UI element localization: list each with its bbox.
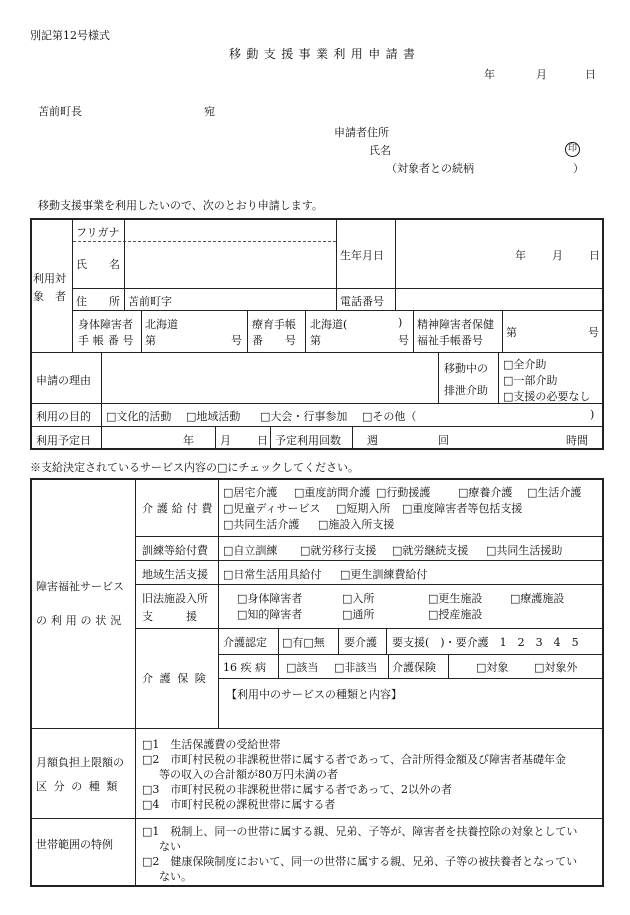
date-day: 日 bbox=[585, 68, 596, 81]
household-option-2[interactable]: □2 健康保険制度において、同一の世帯に属する親、兄弟、子等の被扶養者となってい bbox=[142, 855, 578, 868]
schedule-count-label: 予定利用回数 bbox=[275, 434, 341, 447]
services-label-2: の利用の状況 bbox=[36, 614, 126, 627]
physical-pref: 北海道 bbox=[145, 318, 178, 331]
schedule-year: 年 bbox=[183, 434, 194, 447]
name-label: 氏 名 bbox=[76, 258, 120, 271]
nintei-checkbox[interactable]: □有□無 bbox=[282, 636, 325, 649]
ryoiku-no: 第 bbox=[310, 334, 321, 347]
mental-no: 第 bbox=[506, 326, 517, 339]
hoken-label: 介護保険 bbox=[392, 661, 436, 674]
purpose-community-checkbox[interactable]: □地域活動 bbox=[186, 410, 241, 423]
svc-shuro-keizoku-checkbox[interactable]: □就労継続支援 bbox=[392, 544, 469, 557]
purpose-other-checkbox[interactable]: □その他（ bbox=[362, 410, 417, 423]
kyuho-tsusho-checkbox[interactable]: □通所 bbox=[342, 608, 375, 621]
physical-handbook-label-2: 手帳番号 bbox=[78, 334, 138, 347]
schedule-day: 日 bbox=[257, 434, 268, 447]
svc-shisetsu-nyusho-checkbox[interactable]: □施設入所支援 bbox=[318, 518, 395, 531]
ryoiku-pref: 北海道( bbox=[310, 318, 348, 331]
svc-juudo-houkatsu-checkbox[interactable]: □重度障害者等包括支援 bbox=[402, 502, 523, 515]
chiiki-label: 地域生活支援 bbox=[142, 568, 208, 581]
purpose-label: 利用の目的 bbox=[36, 410, 91, 423]
excretion-partial-checkbox[interactable]: □一部介助 bbox=[503, 374, 558, 387]
birth-month: 月 bbox=[552, 249, 563, 262]
household-option-2-cont: ない。 bbox=[159, 870, 192, 883]
furigana-label: フリガナ bbox=[76, 226, 120, 239]
applicant-name-label: 氏名 bbox=[369, 144, 391, 157]
burden-option-2-cont: 等の収入の合計額が80万円未満の者 bbox=[159, 768, 338, 781]
ryoiku-label-1: 療育手帳 bbox=[252, 318, 296, 331]
check-note: ※支給決定されているサービス内容の□にチェックしてください。 bbox=[30, 461, 360, 474]
schedule-times: 回 bbox=[438, 434, 449, 447]
birth-date-label: 生年月日 bbox=[340, 249, 384, 262]
addressee-honorific: 宛 bbox=[204, 105, 215, 118]
svc-ryouyou-checkbox[interactable]: □療養介護 bbox=[458, 486, 513, 499]
phone-label: 電話番号 bbox=[340, 295, 384, 308]
svc-juudo-houmon-checkbox[interactable]: □重度訪問介護 bbox=[294, 486, 371, 499]
birth-day: 日 bbox=[589, 249, 600, 262]
kyuho-label-1: 旧法施設入所 bbox=[142, 592, 208, 605]
services-label-1: 障害福祉サービス bbox=[36, 580, 124, 593]
burden-label-1: 月額負担上限額の bbox=[36, 756, 124, 769]
burden-option-3[interactable]: □3 市町村民税の非課税世帯に属する者であって、2以外の者 bbox=[142, 783, 453, 796]
address-label: 住 所 bbox=[76, 295, 120, 308]
yoshien-levels[interactable]: 要支援( )・要介護 1 2 3 4 5 bbox=[392, 636, 579, 649]
kunren-label: 訓練等給付費 bbox=[142, 544, 208, 557]
ryoiku-pref-close: ) bbox=[398, 316, 403, 329]
addressee-town: 苫前町長 bbox=[38, 105, 82, 118]
form-title: 移動支援事業利用申請書 bbox=[229, 47, 421, 61]
kaigo-hoken-label: 介護保険 bbox=[142, 672, 213, 685]
address-value: 苫前町字 bbox=[128, 295, 172, 308]
household-option-1[interactable]: □1 税制上、同一の世帯に属する親、兄弟、子等が、障害者を扶養控除の対象としてい bbox=[142, 825, 578, 838]
svc-kousei-kunren-checkbox[interactable]: □更生訓練費給付 bbox=[340, 568, 428, 581]
applicant-address-label: 申請者住所 bbox=[334, 126, 389, 139]
burden-option-4[interactable]: □4 市町村民税の課税世帯に属する者 bbox=[142, 798, 336, 811]
birth-year: 年 bbox=[515, 249, 526, 262]
ryoiku-go: 号 bbox=[398, 334, 409, 347]
household-label: 世帯範囲の特例 bbox=[36, 838, 113, 851]
service-detail-label: 【利用中のサービスの種類と内容】 bbox=[226, 688, 402, 701]
mental-go: 号 bbox=[588, 326, 599, 339]
svc-kyotaku-checkbox[interactable]: □居宅介護 bbox=[223, 486, 278, 499]
relation-close: ） bbox=[573, 162, 584, 175]
nintei-label: 介護認定 bbox=[223, 636, 267, 649]
shippei-label: 16 疾 病 bbox=[223, 661, 266, 674]
svc-nichijo-yougu-checkbox[interactable]: □日常生活用具給付 bbox=[223, 568, 322, 581]
physical-handbook-label-1: 身体障害者 bbox=[78, 318, 133, 331]
mental-handbook-label-1: 精神障害者保健 bbox=[417, 318, 494, 331]
svc-jiritsu-checkbox[interactable]: □自立訓練 bbox=[223, 544, 278, 557]
kaigo-kyufu-label: 介護給付費 bbox=[142, 502, 217, 515]
intro-text: 移動支援事業を利用したいので、次のとおり申請します。 bbox=[38, 199, 323, 212]
purpose-culture-checkbox[interactable]: □文化的活動 bbox=[106, 410, 172, 423]
purpose-event-checkbox[interactable]: □大会・行事参加 bbox=[260, 410, 348, 423]
ryoiku-label-2: 番 号 bbox=[252, 334, 296, 347]
mental-handbook-label-2: 福祉手帳番号 bbox=[417, 334, 483, 347]
hoken-taishou-checkbox[interactable]: □対象 bbox=[476, 661, 509, 674]
burden-label-2: 区分の種類 bbox=[36, 780, 124, 793]
relation-label: （対象者との続柄 bbox=[386, 162, 474, 175]
svc-shuro-ikou-checkbox[interactable]: □就労移行支援 bbox=[300, 544, 377, 557]
kyuho-kousei-shisetsu-checkbox[interactable]: □更生施設 bbox=[428, 592, 483, 605]
user-section-label-2: 象 者 bbox=[33, 290, 66, 303]
excretion-none-checkbox[interactable]: □支援の必要なし bbox=[503, 390, 591, 403]
reason-label: 申請の理由 bbox=[36, 374, 91, 387]
burden-option-1[interactable]: □1 生活保護費の受給世帯 bbox=[142, 738, 281, 751]
kyuho-shintai-checkbox[interactable]: □身体障害者 bbox=[237, 592, 303, 605]
burden-option-2[interactable]: □2 市町村民税の非課税世帯に属する者であって、合計所得金額及び障害者基礎年金 bbox=[142, 753, 567, 766]
schedule-month: 月 bbox=[220, 434, 231, 447]
excretion-label-1: 移動中の bbox=[444, 362, 488, 375]
svc-kyoudou-enjo-checkbox[interactable]: □共同生活援助 bbox=[486, 544, 563, 557]
purpose-other-close: ) bbox=[590, 408, 595, 421]
svc-tanki-checkbox[interactable]: □短期入所 bbox=[336, 502, 391, 515]
kyuho-ryougo-shisetsu-checkbox[interactable]: □療護施設 bbox=[510, 592, 565, 605]
date-month: 月 bbox=[536, 68, 547, 81]
yokaigo-label: 要介護 bbox=[344, 636, 377, 649]
schedule-label: 利用予定日 bbox=[36, 434, 91, 447]
physical-go: 号 bbox=[231, 334, 242, 347]
form-number: 別記第12号様式 bbox=[30, 29, 110, 42]
household-option-1-cont: ない bbox=[159, 840, 181, 853]
seal-mark: 印 bbox=[565, 141, 580, 157]
svc-seikatsu-checkbox[interactable]: □生活介護 bbox=[527, 486, 582, 499]
svc-koudou-engo-checkbox[interactable]: □行動援護 bbox=[376, 486, 431, 499]
kyuho-label-2: 支 援 bbox=[142, 610, 197, 623]
svc-jidou-day-checkbox[interactable]: □児童ディサービス bbox=[223, 502, 321, 515]
shippei-gaitou-checkbox[interactable]: □該当 bbox=[286, 661, 319, 674]
shippei-higaitou-checkbox[interactable]: □非該当 bbox=[334, 661, 378, 674]
excretion-label-2: 排泄介助 bbox=[444, 384, 488, 397]
svc-kyoudou-kaigo-checkbox[interactable]: □共同生活介護 bbox=[223, 518, 300, 531]
kyuho-jusan-shisetsu-checkbox[interactable]: □授産施設 bbox=[428, 608, 483, 621]
kyuho-nyusho-checkbox[interactable]: □入所 bbox=[342, 592, 375, 605]
excretion-full-checkbox[interactable]: □全介助 bbox=[503, 358, 547, 371]
date-year: 年 bbox=[484, 68, 495, 81]
user-section-label-1: 利用対 bbox=[33, 272, 66, 285]
schedule-hours: 時間 bbox=[566, 434, 588, 447]
hoken-taishougai-checkbox[interactable]: □対象外 bbox=[534, 661, 578, 674]
physical-no: 第 bbox=[145, 334, 156, 347]
kyuho-chiteki-checkbox[interactable]: □知的障害者 bbox=[237, 608, 303, 621]
schedule-week: 週 bbox=[367, 434, 378, 447]
